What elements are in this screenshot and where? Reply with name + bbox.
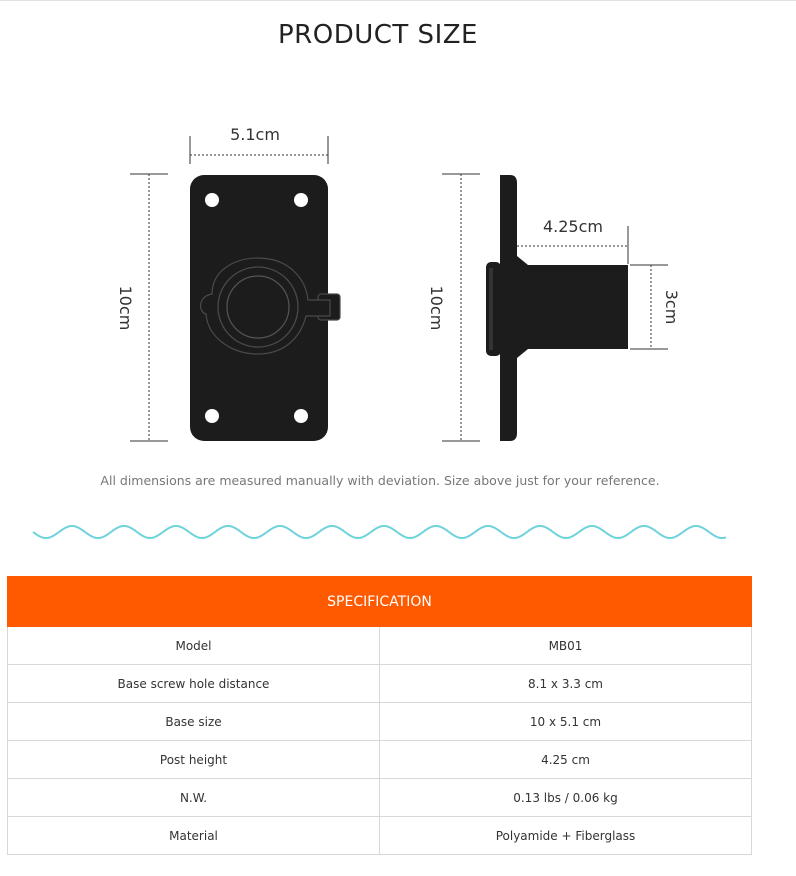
side-view [427, 174, 681, 441]
table-row [8, 627, 752, 665]
front-height-label: 10cm [116, 285, 135, 331]
post-diameter-dimension [630, 265, 681, 349]
front-width-dimension [190, 125, 328, 164]
table-row [8, 741, 752, 779]
cap-flange [486, 262, 501, 356]
post-length-label: 4.25cm [542, 217, 604, 236]
page-title: PRODUCT SIZE [278, 20, 478, 50]
spec-label: Base size [8, 703, 380, 741]
table-row [8, 817, 752, 855]
spec-value: 8.1 x 3.3 cm [380, 665, 752, 703]
screw-hole-icon [205, 193, 219, 207]
front-width-label: 5.1cm [230, 125, 280, 144]
specification-table [7, 576, 752, 855]
spec-label: Model [8, 627, 380, 665]
mount-post [517, 256, 628, 358]
side-height-dimension [427, 174, 480, 441]
table-row [8, 665, 752, 703]
table-row [8, 779, 752, 817]
table-row [8, 703, 752, 741]
screw-hole-icon [205, 409, 219, 423]
front-height-dimension [116, 174, 168, 441]
spec-value: 0.13 lbs / 0.06 kg [380, 779, 752, 817]
mount-base-plate-side [500, 175, 517, 441]
cap-flange-edge [489, 268, 493, 350]
front-view [116, 125, 340, 441]
screw-hole-icon [294, 409, 308, 423]
spec-value: Polyamide + Fiberglass [380, 817, 752, 855]
spec-label: Base screw hole distance [8, 665, 380, 703]
spec-value: 4.25 cm [380, 741, 752, 779]
screw-hole-icon [294, 193, 308, 207]
side-height-label: 10cm [427, 285, 446, 331]
wave-line [33, 526, 726, 538]
spec-label: N.W. [8, 779, 380, 817]
specification-heading: SPECIFICATION [8, 577, 752, 627]
post-diameter-label: 3cm [662, 289, 681, 325]
measurement-note: All dimensions are measured manually with deviation. Size above just for your reference. [100, 473, 660, 488]
spec-label: Post height [8, 741, 380, 779]
spec-label: Material [8, 817, 380, 855]
spec-value: 10 x 5.1 cm [380, 703, 752, 741]
spec-value: MB01 [380, 627, 752, 665]
post-length-dimension [517, 217, 628, 264]
